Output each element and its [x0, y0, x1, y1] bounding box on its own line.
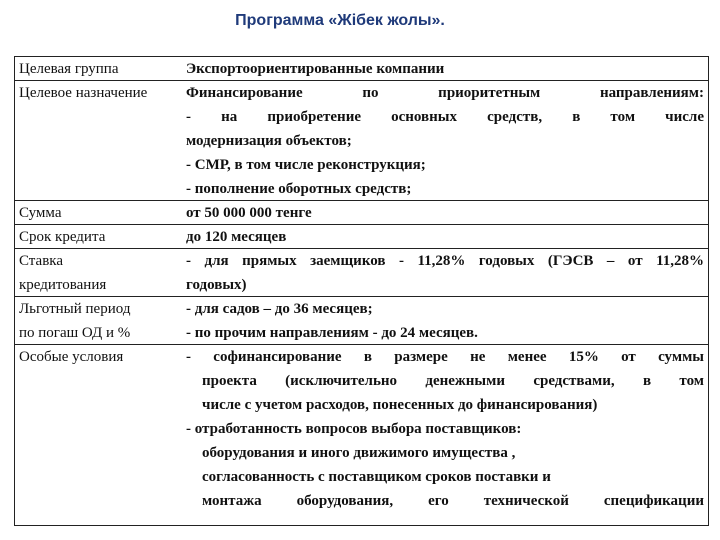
row-label — [19, 345, 184, 369]
row-value — [186, 57, 704, 81]
table-row-grace-period — [15, 297, 708, 345]
value-line: - на приобретение основных средств, в том числе — [186, 109, 704, 125]
value-line: модернизация объектов; — [186, 133, 352, 149]
row-label — [19, 81, 184, 105]
value-line: - по прочим направлениям - до 24 месяцев. — [186, 325, 478, 341]
value-line: согласованность с поставщиком сроков поставки и — [202, 469, 551, 485]
value-line: монтажа оборудования, его технической спецификации — [202, 493, 704, 509]
row-value — [186, 297, 704, 345]
row-label — [19, 297, 184, 345]
row-value — [186, 345, 704, 513]
program-table — [14, 56, 709, 526]
row-label — [19, 249, 184, 297]
table-row-term — [15, 225, 708, 249]
label-line: Особые условия — [19, 349, 124, 365]
row-value — [186, 81, 704, 201]
value-line: числе с учетом расходов, понесенных до финансирования) — [202, 397, 598, 413]
label-line: Целевое назначение — [19, 85, 148, 101]
table-row-target-group — [15, 57, 708, 81]
table-row-special-conditions — [15, 345, 708, 525]
value-line: - пополнение оборотных средств; — [186, 181, 412, 197]
row-label — [19, 57, 184, 81]
table-row-amount — [15, 201, 708, 225]
value-line: - СМР, в том числе реконструкция; — [186, 157, 426, 173]
label-line: Льготный период — [19, 301, 131, 317]
page-title: Программа «Жібек жолы». — [235, 12, 445, 29]
label-line: по погаш ОД и % — [19, 325, 131, 341]
row-value — [186, 249, 704, 297]
value-line: проекта (исключительно денежными средствами, в том — [202, 373, 704, 389]
table-row-rate — [15, 249, 708, 297]
row-label — [19, 201, 184, 225]
value-line: Экспортоориентированные компании — [186, 61, 445, 77]
value-line: Финансирование по приоритетным направлениям: — [186, 85, 704, 101]
value-line: от 50 000 000 тенге — [186, 205, 312, 221]
label-line: Срок кредита — [19, 229, 106, 245]
label-line: Целевая группа — [19, 61, 119, 77]
value-line: до 120 месяцев — [186, 229, 287, 245]
label-line: Сумма — [19, 205, 62, 221]
row-value — [186, 225, 704, 249]
value-line: годовых) — [186, 277, 247, 293]
value-line: оборудования и иного движимого имущества , — [202, 445, 516, 461]
row-label — [19, 225, 184, 249]
label-line: Ставка — [19, 253, 64, 269]
value-line: - для прямых заемщиков - 11,28% годовых (ГЭСВ – от 11,28% — [186, 253, 704, 269]
label-line: кредитования — [19, 277, 107, 293]
table-row-purpose — [15, 81, 708, 201]
row-value — [186, 201, 704, 225]
value-line: - для садов – до 36 месяцев; — [186, 301, 373, 317]
value-line: - софинансирование в размере не менее 15% от суммы — [186, 349, 704, 365]
value-line: - отработанность вопросов выбора поставщиков: — [186, 421, 522, 437]
